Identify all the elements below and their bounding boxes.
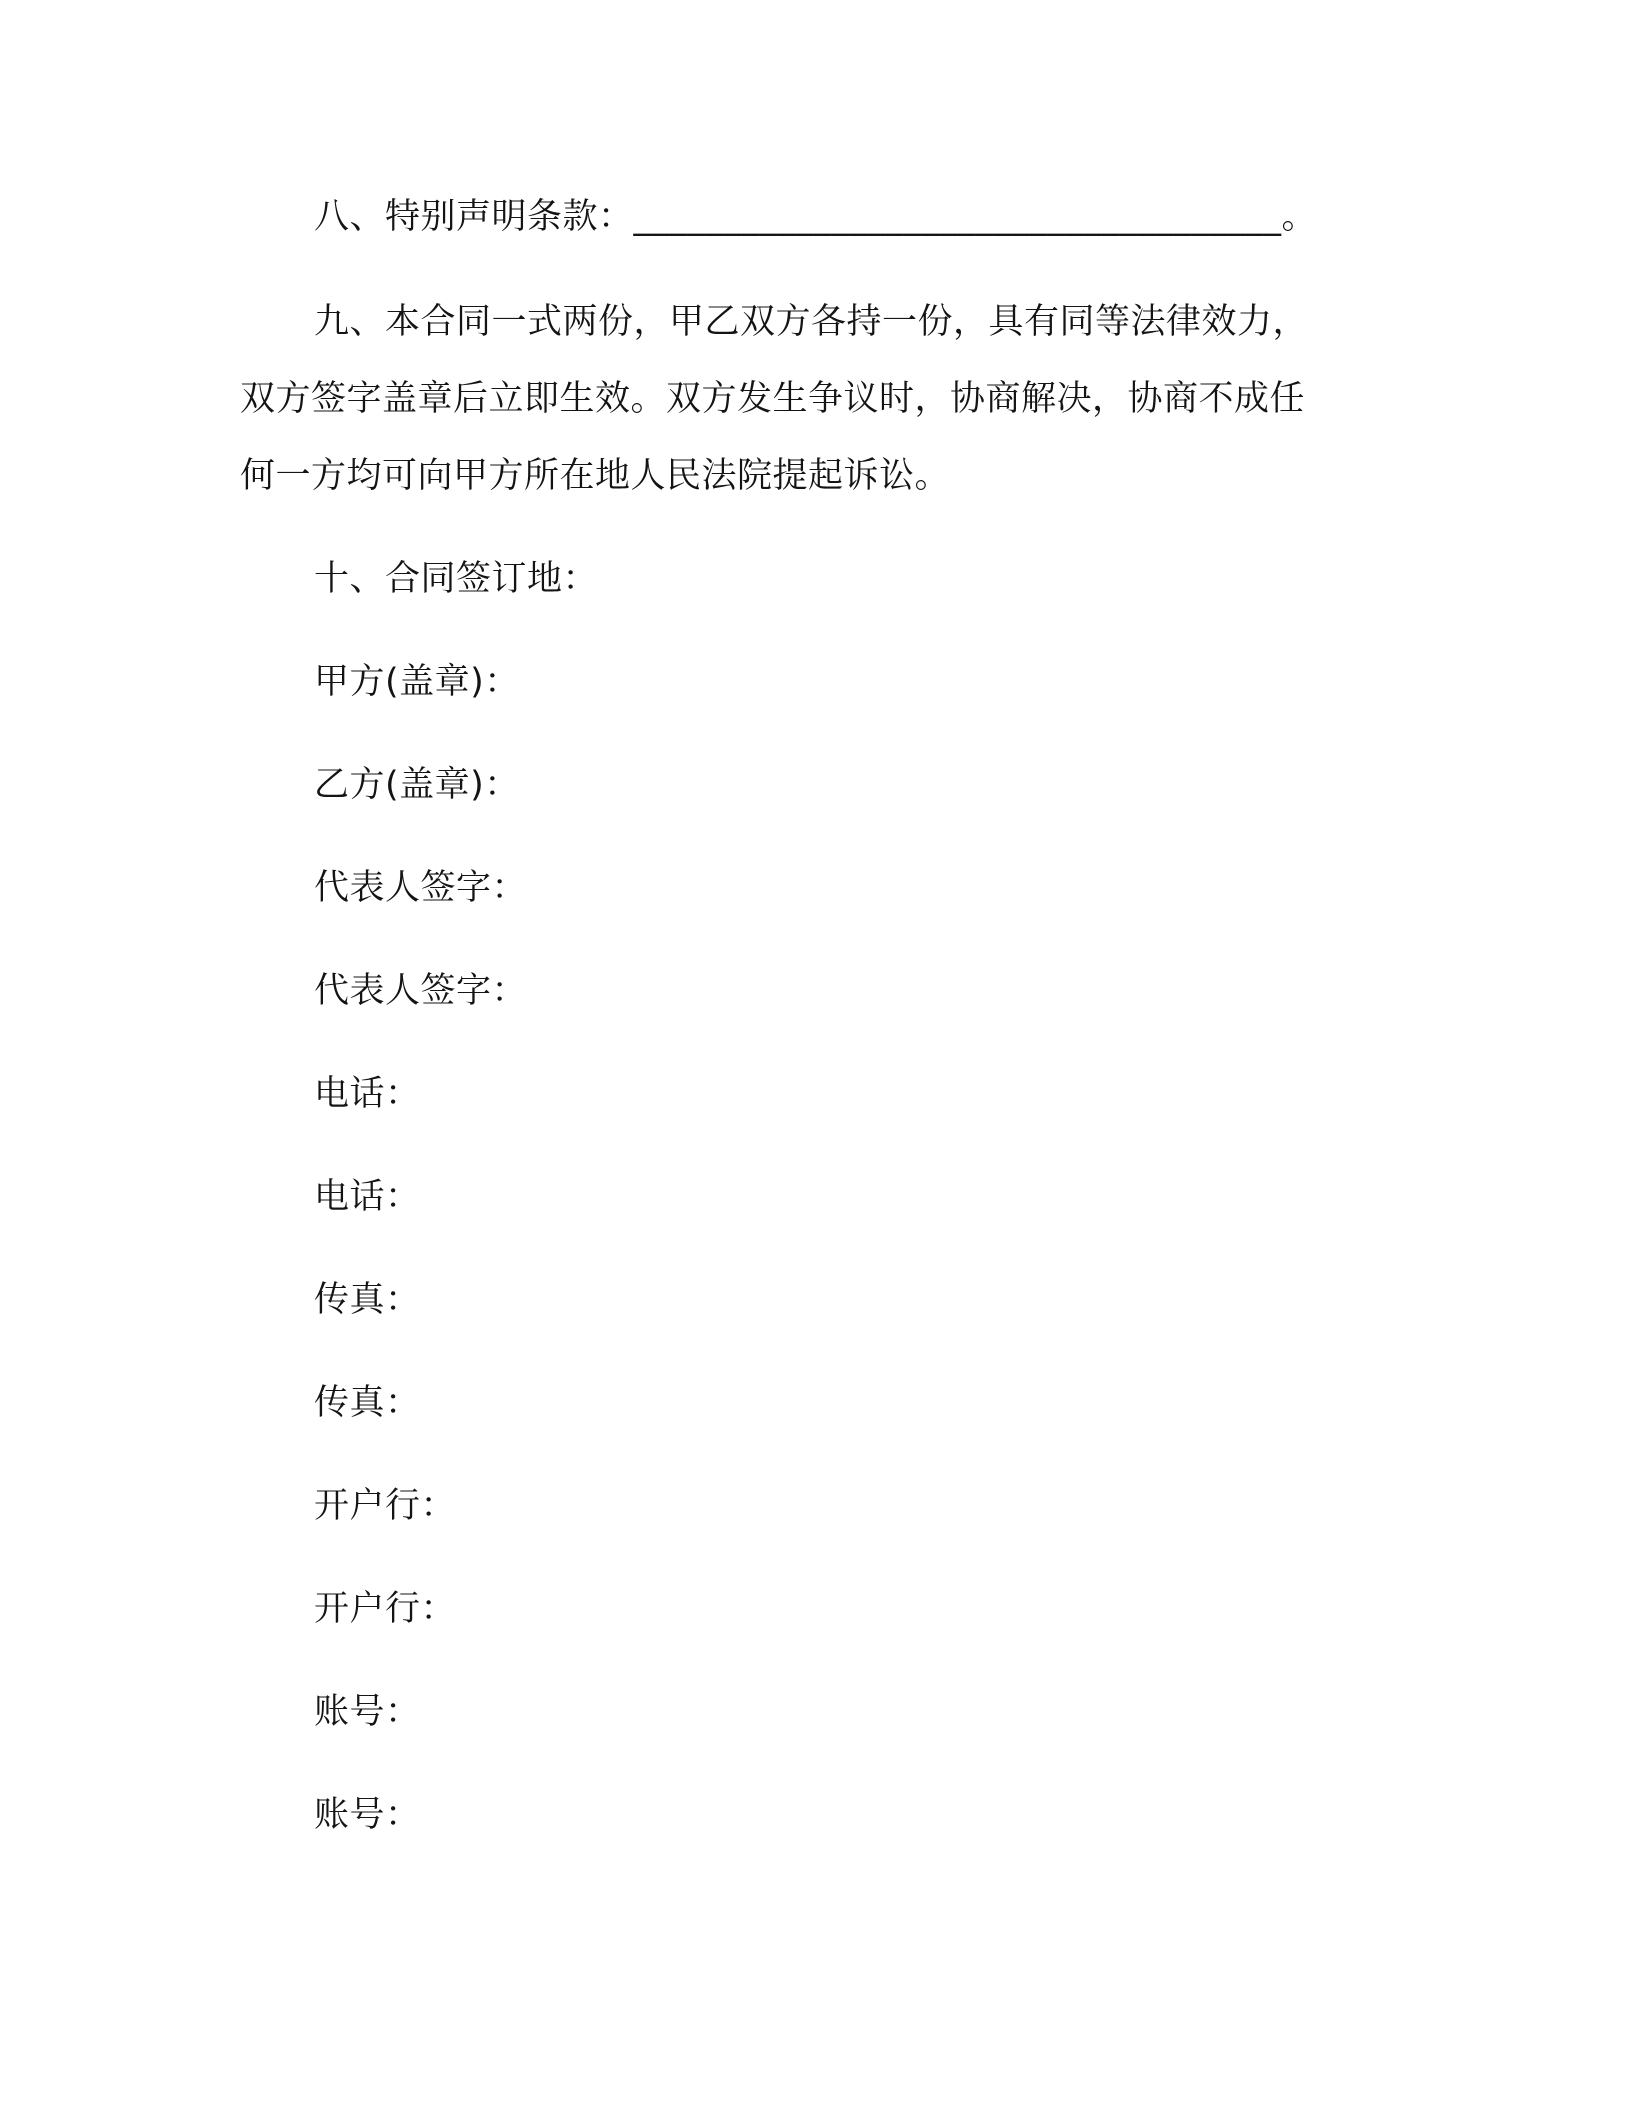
party-a-seal-field: 甲方(盖章)： bbox=[314, 662, 520, 702]
clause-9-line-3: 何一方均可向甲方所在地人民法院提起诉讼。 bbox=[240, 456, 951, 496]
representative-signature-field: 代表人签字： bbox=[314, 868, 528, 908]
party-b-seal-field: 乙方(盖章)： bbox=[314, 765, 520, 805]
account-number-field: 账号： bbox=[314, 1795, 421, 1835]
bank-field: 开户行： bbox=[314, 1589, 457, 1629]
representative-signature-field: 代表人签字： bbox=[314, 971, 528, 1011]
clause-8-special-statement: 八、特别声明条款：____________________________________。 bbox=[314, 197, 1318, 237]
clause-10-signing-place: 十、合同签订地： bbox=[314, 559, 599, 599]
clause-9-line-2: 双方签字盖章后立即生效。双方发生争议时，协商解决，协商不成任 bbox=[240, 379, 1306, 419]
fax-field: 传真： bbox=[314, 1383, 421, 1423]
account-number-field: 账号： bbox=[314, 1692, 421, 1732]
phone-field: 电话： bbox=[314, 1177, 421, 1217]
clause-9-line-1: 九、本合同一式两份，甲乙双方各持一份，具有同等法律效力， bbox=[314, 302, 1309, 342]
bank-field: 开户行： bbox=[314, 1486, 457, 1526]
fax-field: 传真： bbox=[314, 1280, 421, 1320]
phone-field: 电话： bbox=[314, 1074, 421, 1114]
